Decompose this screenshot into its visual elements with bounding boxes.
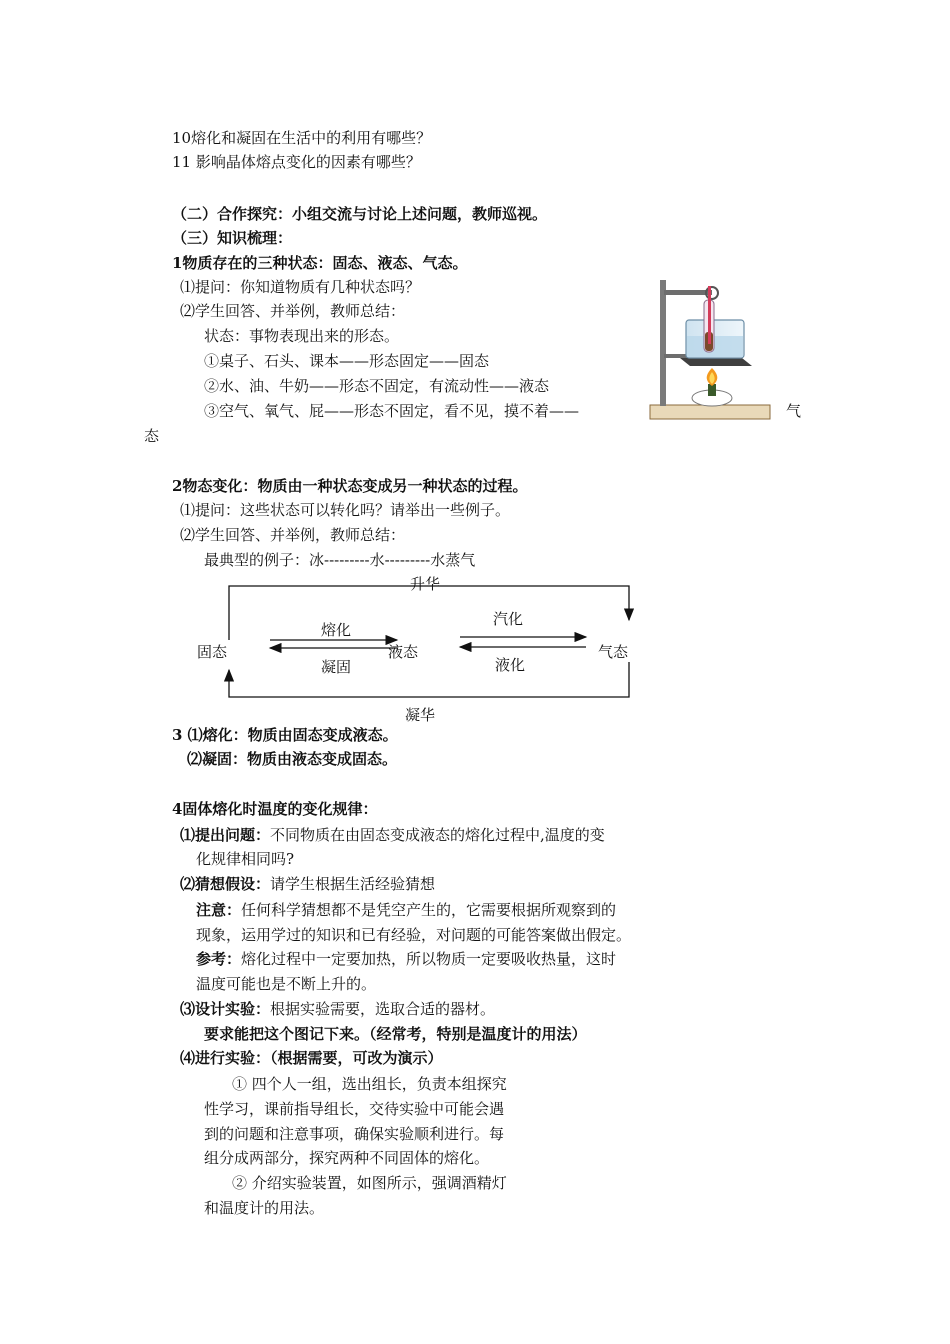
raise-question-text: 不同物质在由固态变成液态的熔化过程中,温度的变 [270,826,605,844]
reference-text-2: 温度可能也是不断上升的。 [196,975,377,993]
heading-three-states: 1物质存在的三种状态：固态、液态、气态。 [172,254,468,272]
label-vaporization: 汽化 [493,610,524,628]
label-melting: 熔化 [321,621,352,639]
state-definition: 状态：事物表现出来的形态。 [204,327,400,345]
p4-conduct-experiment: ⑷进行实验：（根据需要，可改为演示） [180,1049,443,1067]
step1-line1: ① 四个人一组，选出组长，负责本组探究 [232,1075,507,1093]
freezing-definition: ⑵凝固：物质由液态变成固态。 [187,750,398,768]
node-solid: 固态 [197,643,228,661]
reference-label: 参考： [196,950,242,968]
hypothesis-label: ⑵猜想假设： [180,875,271,893]
label-deposition: 凝华 [405,706,436,724]
step1-line3: 到的问题和注意事项，确保实验顺利进行。每 [204,1125,505,1143]
p2-question: ⑴提问：这些状态可以转化吗？请举出一些例子。 [180,501,511,519]
reference-text: 熔化过程中一定要加热，所以物质一定要吸收热量，这时 [241,950,617,968]
label-liquefaction: 液化 [495,656,526,674]
state-gas-wrap: 态 [144,427,160,445]
deposition-arrow [229,662,629,697]
note-text: 任何科学猜想都不是凭空产生的，它需要根据所观察到的 [241,901,617,919]
melting-definition: 3 ⑴熔化：物质由固态变成液态。 [172,726,398,744]
question-11: 11 影响晶体熔点变化的因素有哪些？ [172,153,421,171]
heading-melting-rule: 4固体熔化时温度的变化规律： [172,800,378,818]
note-label: 注意： [196,901,242,919]
p4-raise-question [180,825,605,845]
state-liquid-example: ②水、油、牛奶——形态不固定，有流动性——液态 [204,377,550,395]
raise-question-text-2: 化规律相同吗? [196,850,295,868]
hypothesis-text: 请学生根据生活经验猜想 [270,875,436,893]
p4-reference [196,949,616,969]
step2-line2: 和温度计的用法。 [204,1199,325,1217]
note-text-2: 现象，运用学过的知识和已有经验，对问题的可能答案做出假定。 [196,926,632,944]
step1-line4: 组分成两部分，探究两种不同固体的熔化。 [204,1149,490,1167]
node-gas: 气态 [598,643,629,661]
p2-answer: ⑵学生回答、并举例，教师总结： [180,526,406,544]
label-freezing: 凝固 [321,658,352,676]
sublimation-arrow [229,586,629,640]
p4-hypothesis [180,874,435,894]
design-experiment-label: ⑶设计实验： [180,1000,271,1018]
state-gas-example: ③空气、氧气、屁——形态不固定，看不见，摸不着—— [204,402,580,420]
state-solid-example: ①桌子、石头、课本——形态固定——固态 [204,352,490,370]
typical-example: 最典型的例子：冰---------水---------水蒸气 [204,551,476,569]
p4-design-experiment [180,999,495,1019]
section-knowledge-review: （三）知识梳理： [172,229,293,247]
design-experiment-text: 根据实验需要，选取合适的器材。 [270,1000,496,1018]
p4-note [196,900,616,920]
label-sublimation: 升华 [410,575,441,593]
p1-answer: ⑵学生回答、并举例，教师总结： [180,302,406,320]
heading-state-change: 2物态变化：物质由一种状态变成另一种状态的过程。 [172,477,528,495]
step2-line1: ② 介绍实验装置，如图所示，强调酒精灯 [232,1174,507,1192]
question-10: 10熔化和凝固在生活中的利用有哪些？ [172,129,432,147]
step1-line2: 性学习，课前指导组长，交待实验中可能会遇 [204,1100,505,1118]
raise-question-label: ⑴提出问题： [180,826,271,844]
node-liquid: 液态 [388,643,419,661]
state-gas-tail: 气 [786,402,802,420]
design-requirement: 要求能把这个图记下来。（经常考，特别是温度计的用法） [204,1025,587,1043]
p1-question: ⑴提问：你知道物质有几种状态吗？ [180,278,421,296]
section-cooperative-inquiry: （二）合作探究：小组交流与讨论上述问题，教师巡视。 [172,205,548,223]
